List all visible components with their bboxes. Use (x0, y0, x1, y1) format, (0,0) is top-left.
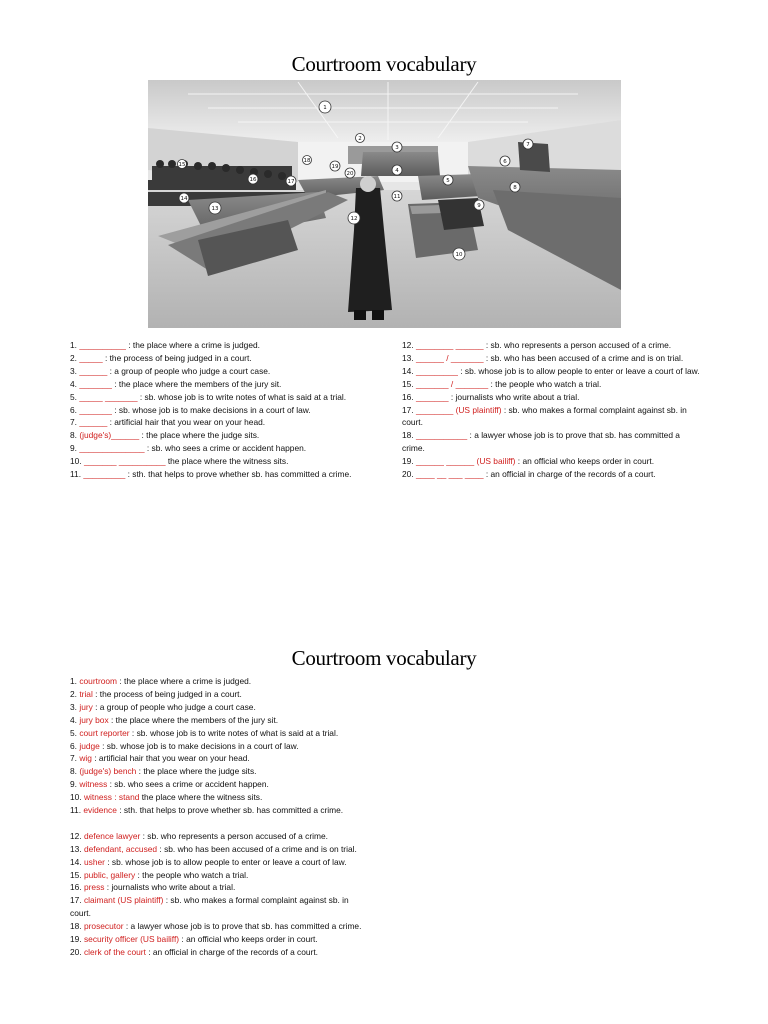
list-item (70, 752, 366, 765)
item-number: 7. (70, 417, 77, 428)
item-number: 10. (70, 456, 82, 467)
list-item (70, 352, 366, 365)
vocab-term: usher (83, 856, 105, 867)
item-number: 12. (402, 340, 414, 350)
list-item (70, 740, 366, 753)
item-number: 12. (70, 830, 82, 841)
callout-number: 9 (477, 203, 481, 209)
answer-blank: (judge's)______ (79, 430, 140, 441)
list-item (402, 391, 702, 404)
item-number: 4. (70, 714, 77, 725)
item-number: 2. (70, 352, 77, 363)
item-number: 14. (402, 365, 414, 376)
answer-blank: _______ (415, 391, 449, 402)
vocab-term: witness (79, 779, 108, 790)
callout-number: 4 (395, 168, 399, 174)
list-item (402, 404, 702, 430)
definition: : sb. whose job is to make decisions in a court of law. (99, 740, 299, 751)
list-item (402, 365, 702, 378)
answer-blank: ______ / _______ (415, 352, 484, 363)
list-item (402, 468, 702, 481)
item-number: 14. (70, 856, 82, 867)
vocab-term: clerk of the court (83, 947, 146, 958)
exercise-list-left (70, 339, 366, 481)
answer-blank: _________ (83, 469, 126, 480)
answer-blank: ________ ______ (415, 340, 484, 350)
item-number: 18. (402, 430, 414, 441)
definition: : artificial hair that you wear on your head. (91, 753, 250, 764)
definition: : sth. that helps to prove whether sb. has committed a crime. (125, 469, 352, 480)
item-number: 10. (70, 792, 82, 803)
definition: : sb. who has been accused of a crime and is on trial. (483, 352, 684, 363)
definition: : sb. who makes a formal complaint against sb. in court. (70, 895, 349, 919)
callout-number: 3 (395, 145, 399, 151)
answer-blank: ______________ (79, 443, 145, 454)
callout-number: 20 (346, 171, 354, 177)
list-item (70, 701, 366, 714)
vocab-term: security officer (US bailiff) (83, 934, 180, 945)
item-number: 20. (70, 947, 82, 958)
definition: : sb. whose job is to write notes of what is said at a trial. (129, 727, 339, 738)
vocab-term: courtroom (79, 676, 118, 686)
callout-number: 2 (358, 136, 362, 142)
list-item (70, 933, 366, 946)
callout-number: 16 (249, 177, 257, 183)
definition: : sb. whose job is to allow people to enter or leave a court of law. (457, 365, 700, 376)
answer-blank: _____ _______ (79, 391, 138, 402)
list-item (402, 352, 702, 365)
list-item (70, 765, 366, 778)
answer-blank: __________ (79, 340, 126, 350)
definition: : journalists who write about a trial. (104, 882, 236, 893)
vocab-term: evidence (83, 805, 117, 816)
list-item (70, 714, 366, 727)
definition: : a group of people who judge a court case. (107, 365, 271, 376)
item-number: 19. (402, 456, 414, 467)
callout-number: 5 (446, 178, 450, 184)
definition: : an official who keeps order in court. (515, 456, 655, 467)
list-item (402, 429, 702, 455)
page-title: Courtroom vocabulary (291, 52, 477, 76)
list-item (70, 688, 366, 701)
exercise-list-right (402, 339, 702, 481)
callout-number: 19 (331, 164, 339, 170)
item-number: 13. (402, 352, 414, 363)
vocab-term: press (83, 882, 105, 893)
item-number: 5. (70, 727, 77, 738)
answer-blank: ___________ (415, 430, 468, 441)
definition: : the place where the judge sits. (139, 430, 260, 441)
definition: : sb. who sees a crime or accident happen. (144, 443, 307, 454)
definition: : sb. whose job is to allow people to enter or leave a court of law. (104, 856, 347, 867)
answer-blank: ____ __ ___ ____ (415, 469, 484, 480)
list-item (70, 675, 366, 688)
callout-number: 13 (211, 206, 219, 212)
list-item (70, 455, 366, 468)
answer-blank: _______ __________ (83, 456, 166, 467)
definition: : the process of being judged in a court. (102, 352, 252, 363)
item-number: 5. (70, 391, 77, 402)
callout-number: 12 (350, 216, 358, 222)
list-item (70, 378, 366, 391)
item-number: 17. (70, 895, 82, 906)
list-item (70, 727, 366, 740)
answer-blank: ______ (79, 417, 108, 428)
list-item (70, 391, 366, 404)
vocab-term: court reporter (79, 727, 130, 738)
callout-number: 17 (287, 179, 295, 185)
definition: : a group of people who judge a court case. (92, 701, 256, 712)
list-item (70, 894, 366, 920)
answer-blank: _______ (79, 378, 112, 389)
answer-blank: _________ (415, 365, 458, 376)
item-number: 18. (70, 921, 82, 932)
definition: : the people who watch a trial. (135, 869, 249, 880)
list-item (70, 791, 366, 804)
item-number: 8. (70, 430, 77, 441)
item-number: 7. (70, 753, 77, 764)
answer-blank: ________ (US plaintiff) (415, 404, 502, 415)
definition: : the place where a crime is judged. (125, 340, 260, 350)
list-item (70, 442, 366, 455)
definition: : sth. that helps to prove whether sb. has committed a crime. (116, 805, 344, 816)
list-item (70, 778, 366, 791)
callout-number: 6 (503, 159, 507, 165)
answer-blank: ______ (79, 365, 108, 376)
item-number: 16. (70, 882, 82, 893)
item-number: 1. (70, 340, 77, 350)
list-item (70, 339, 366, 352)
vocab-term: trial (79, 688, 93, 699)
vocab-term: judge (79, 740, 100, 751)
item-number: 11. (70, 469, 82, 480)
list-item (402, 455, 702, 468)
item-number: 16. (402, 391, 414, 402)
list-item (70, 429, 366, 442)
item-number: 3. (70, 701, 77, 712)
callout-number: 15 (178, 162, 186, 168)
callout-number: 11 (393, 194, 401, 200)
callout-number: 1 (323, 105, 327, 111)
item-number: 3. (70, 365, 77, 376)
definition: : sb. who has been accused of a crime and is on trial. (157, 843, 357, 854)
list-item (70, 856, 366, 869)
callout-number: 18 (303, 158, 311, 164)
definition: : the place where the members of the jury sit. (111, 378, 282, 389)
vocab-term: witness : stand (83, 792, 140, 803)
definition: : a lawyer whose job is to prove that sb. has committed a crime. (123, 921, 362, 932)
item-number: 1. (70, 676, 77, 686)
list-item (402, 339, 702, 352)
answers-title: Courtroom vocabulary (291, 646, 477, 670)
list-item (70, 830, 366, 843)
item-number: 15. (70, 869, 82, 880)
list-item (70, 365, 366, 378)
vocab-term: wig (79, 753, 92, 764)
definition: : a lawyer whose job is to prove that sb. has committed a crime. (402, 430, 680, 454)
vocab-term: jury (79, 701, 93, 712)
list-item (70, 416, 366, 429)
item-number: 15. (402, 378, 414, 389)
answer-list (70, 675, 366, 959)
definition: the place where the witness sits. (139, 792, 263, 803)
item-number: 13. (70, 843, 82, 854)
definition: : journalists who write about a trial. (448, 391, 580, 402)
answer-blank: _____ (79, 352, 103, 363)
definition: : sb. who represents a person accused of a crime. (140, 830, 328, 841)
definition: : an official who keeps order in court. (179, 934, 318, 945)
list-item (70, 946, 366, 959)
definition: : the place where a crime is judged. (117, 676, 252, 686)
answer-blank: _______ (79, 404, 112, 415)
definition: : sb. who represents a person accused of a crime. (483, 340, 672, 350)
item-number: 4. (70, 378, 77, 389)
vocab-term: defence lawyer (83, 830, 141, 841)
definition: : the place where the members of the jury sit. (108, 714, 279, 725)
item-number: 6. (70, 740, 77, 751)
answer-blank: ______ ______ (US bailiff) (415, 456, 516, 467)
definition: : sb. whose job is to make decisions in a court of law. (111, 404, 311, 415)
item-number: 11. (70, 805, 82, 816)
vocab-term: prosecutor (83, 921, 124, 932)
item-number: 2. (70, 688, 77, 699)
item-number: 17. (402, 404, 414, 415)
definition: : sb. who sees a crime or accident happen. (107, 779, 269, 790)
item-number: 8. (70, 766, 77, 777)
definition: : the process of being judged in a court. (92, 688, 242, 699)
list-item (70, 404, 366, 417)
item-number: 19. (70, 934, 82, 945)
vocab-term: (judge's) bench (79, 766, 137, 777)
item-number: 6. (70, 404, 77, 415)
list-item (70, 869, 366, 882)
list-item (402, 378, 702, 391)
item-number: 9. (70, 779, 77, 790)
item-number: 9. (70, 443, 77, 454)
list-item (70, 804, 366, 817)
callout-number: 7 (526, 142, 530, 148)
list-item (70, 468, 366, 481)
answer-blank: _______ / _______ (415, 378, 489, 389)
spacer (70, 817, 366, 830)
definition: : the place where the judge sits. (136, 766, 257, 777)
list-item (70, 881, 366, 894)
vocab-term: defendant, accused (83, 843, 158, 854)
definition: : sb. who makes a formal complaint against sb. in court. (402, 404, 687, 428)
courtroom-illustration (148, 80, 621, 328)
definition: : an official in charge of the records of a court. (483, 469, 656, 480)
callout-number: 10 (455, 252, 463, 258)
definition: : the people who watch a trial. (488, 378, 602, 389)
list-item (70, 920, 366, 933)
definition: : an official in charge of the records of a court. (145, 947, 318, 958)
vocab-term: claimant (US plaintiff) (83, 895, 164, 906)
list-item (70, 843, 366, 856)
item-number: 20. (402, 469, 414, 480)
vocab-term: public, gallery (83, 869, 136, 880)
callout-number: 8 (513, 185, 517, 191)
vocab-term: jury box (79, 714, 109, 725)
definition: the place where the witness sits. (165, 456, 289, 467)
definition: : sb. whose job is to write notes of what is said at a trial. (137, 391, 347, 402)
definition: : artificial hair that you wear on your head. (107, 417, 266, 428)
callout-number: 14 (180, 196, 188, 202)
